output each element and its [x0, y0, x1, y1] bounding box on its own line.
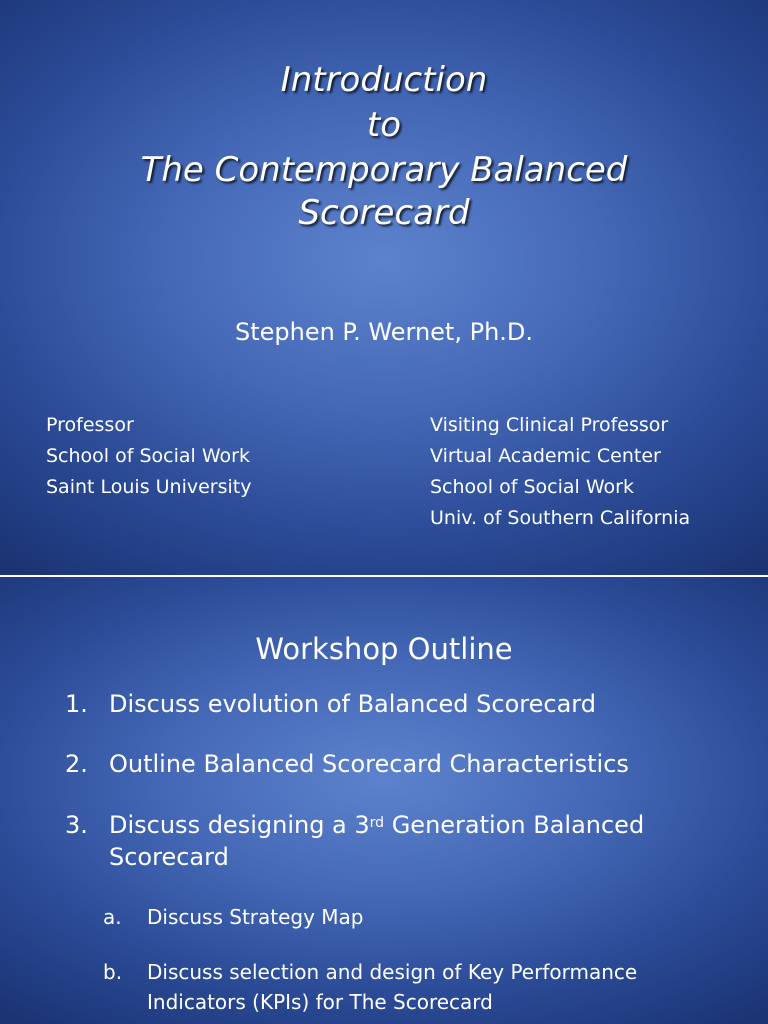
- title-line-1: Introduction: [280, 60, 488, 100]
- item-text: Discuss evolution of Balanced Scorecard: [109, 690, 596, 718]
- affiliation-line: Univ. of Southern California: [430, 507, 691, 529]
- item-number: 1.: [65, 690, 88, 718]
- outline-item-3: [65, 809, 755, 875]
- affiliation-line: Saint Louis University: [46, 476, 252, 498]
- subitem-text-line-1: Discuss selection and design of Key Performance: [147, 960, 638, 984]
- subitem-letter: b.: [103, 960, 123, 984]
- item-number: 2.: [65, 750, 88, 778]
- item-number: 3.: [65, 811, 88, 839]
- subitem-text-line-2: Indicators (KPIs) for The Scorecard: [147, 990, 493, 1014]
- ordinal-superscript: rd: [369, 815, 385, 831]
- subitem-text: Discuss Strategy Map: [147, 905, 364, 929]
- item-text-part: Generation Balanced: [384, 811, 645, 839]
- title-line-3: The Contemporary Balanced: [140, 150, 628, 190]
- affiliation-line: School of Social Work: [46, 445, 250, 467]
- affiliation-line: Visiting Clinical Professor: [430, 414, 669, 436]
- item-text: Outline Balanced Scorecard Characteristics: [109, 750, 629, 778]
- item-text-line-2: Scorecard: [109, 843, 229, 871]
- subitem-letter: a.: [103, 905, 122, 929]
- subitem-text: [147, 957, 637, 1017]
- left-affiliation: [46, 410, 252, 503]
- item-text-part: Discuss designing a 3: [109, 811, 370, 839]
- right-affiliation: [430, 410, 690, 534]
- outline-title: Workshop Outline: [255, 632, 513, 666]
- title-line-4: Scorecard: [298, 193, 470, 233]
- author-name: Stephen P. Wernet, Ph.D.: [234, 318, 534, 346]
- affiliation-line: Virtual Academic Center: [430, 445, 661, 467]
- outline-item-2: [65, 748, 755, 780]
- outline-subitem-b: [103, 957, 743, 1019]
- item-text: [109, 809, 644, 873]
- title-line-2: to: [366, 105, 402, 145]
- affiliation-line: School of Social Work: [430, 476, 634, 498]
- outline-subitem-a: [103, 902, 723, 932]
- outline-item-1: [65, 688, 745, 720]
- affiliation-line: Professor: [46, 414, 134, 436]
- presentation-title: [0, 58, 768, 233]
